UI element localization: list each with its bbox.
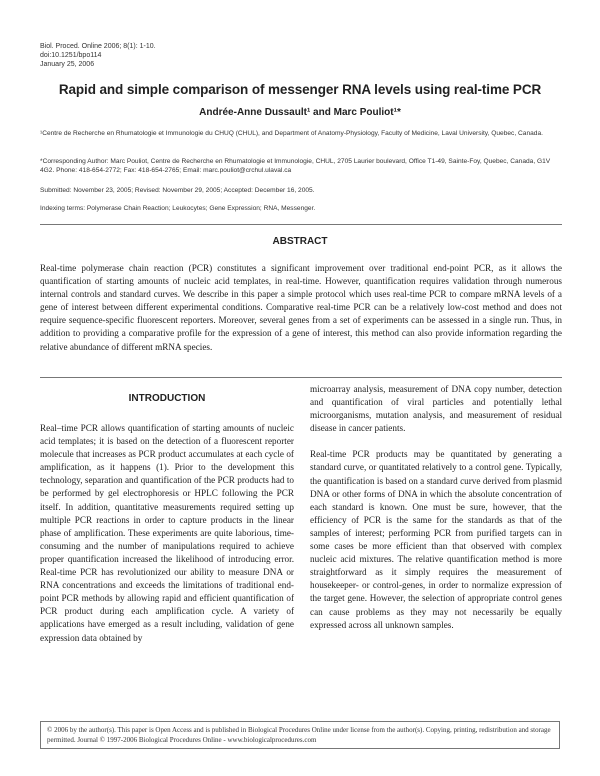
right-column	[310, 383, 562, 632]
abstract-heading: ABSTRACT	[272, 236, 328, 247]
indexing-terms: Indexing terms: Polymerase Chain Reaction; Leukocytes; Gene Expression; RNA, Messenger.	[40, 205, 316, 212]
citation-line: Biol. Proced. Online 2006; 8(1): 1-10.	[40, 43, 156, 50]
submission-dates: Submitted: November 23, 2005; Revised: November 29, 2005; Accepted: December 16, 2005.	[40, 187, 315, 194]
affiliation: ¹Centre de Recherche en Rhumatologie et Immunologie du CHUQ (CHUL), and Department of Anatomy-Physiology, Faculty of Medicine, Laval University, Quebec, Canada.	[40, 130, 543, 137]
doi-line: doi:10.1251/bpo114	[40, 52, 102, 59]
journal-citation	[40, 42, 156, 69]
paper-title: Rapid and simple comparison of messenger RNA levels using real-time PCR	[58, 82, 542, 97]
introduction-heading: INTRODUCTION	[128, 393, 206, 404]
date-line: January 25, 2006	[40, 61, 95, 68]
copyright-footer: © 2006 by the author(s). This paper is Open Access and is published in Biological Procedures Online under license from the author(s). Copying, printing, redistribution and storage permitted. Journal © 1997-2006 Biological Procedures Online - www.biologicalprocedures.com	[40, 721, 560, 749]
abstract-bottom-rule	[40, 377, 562, 378]
abstract-top-rule	[40, 224, 562, 225]
abstract-text: Real-time polymerase chain reaction (PCR) constitutes a significant improvement over traditional end-point PCR, as it allows the quantification of starting amounts of nucleic acid templates, in real-time. However, quantification requires validation through numerous internal controls and standard curves. We describe in this paper a simple protocol which uses real-time PCR to compare mRNA levels of a gene of interest between different experimental conditions. Comparative real-time PCR can be a relatively low-cost method and does not require sequence-specific fluorescent reporters. Moreover, several genes from a set of experiments can be assessed in a single run. Thus, in addition to providing a comparative profile for the expression of a gene of interest, this method can also provide information regarding the relative abundance of different mRNA species.	[40, 263, 562, 352]
corresponding-author: *Corresponding Author: Marc Pouliot, Centre de Recherche en Rhumatologie et Immunologie, CHUL, 2705 Laurier boulevard, Office T1-49, Sainte-Foy, Quebec, Canada, G1V 4G2. Phone: 418-654-2772; Fax: 418-654-2765; Email: marc.pouliot@crchul.ulaval.ca	[40, 158, 551, 174]
intro-paragraph-2: microarray analysis, measurement of DNA copy number, detection and quantification of viral particles and potentially lethal microorganisms, mutation analysis, and measurement of residual disease in cancer patients.	[310, 384, 562, 434]
authors: Andrée-Anne Dussault¹ and Marc Pouliot¹*	[199, 107, 401, 118]
left-column	[40, 393, 294, 645]
intro-paragraph-3: Real-time PCR products may be quantitated by generating a standard curve, or quantitated relatively to a control gene. Typically, the quantification is based on a standard curve derived from plasmid DNA or other forms of DNA in which the absolute concentration of each standard is known. One must be sure, however, that the efficiency of PCR is the same for the standards as that of the samples of interest; performing PCR from purified targets can in some cases be more efficient than that observed with complex nucleic acid mixtures. The relative quantification method is more straightforward as it simply requires the measurement of housekeeper- or control-genes, in order to normalize expression of the target gene. However, the selection of appropriate control genes can cause problems as they may not necessarily be equally expressed across all unknown samples.	[310, 449, 562, 630]
intro-paragraph-1: Real–time PCR allows quantification of starting amounts of nucleic acid templates; it is based on the detection of a fluorescent reporter molecule that increases as PCR product accumulates at each cycle of amplification, as it happens (1). Prior to the development this technology, separation and quantification of the PCR products had to be performed by gel electrophoresis or HPLC following the PCR itself. In addition, quantitative measurements required setting up multiple PCR reactions in order to capture products in the linear phase of amplification. These experiments are quite laborious, time-consuming and the number of manipulations required to achieve proper quantification increased the likelihood of introducing error. Real-time PCR has revolutionized our ability to measure DNA or RNA concentrations and exceeds the limitations of traditional end-point PCR methods by allowing rapid and efficient quantification of PCR product during each amplification cycle. A variety of applications have emerged as a result including, validation of gene expression data obtained by	[40, 423, 294, 643]
